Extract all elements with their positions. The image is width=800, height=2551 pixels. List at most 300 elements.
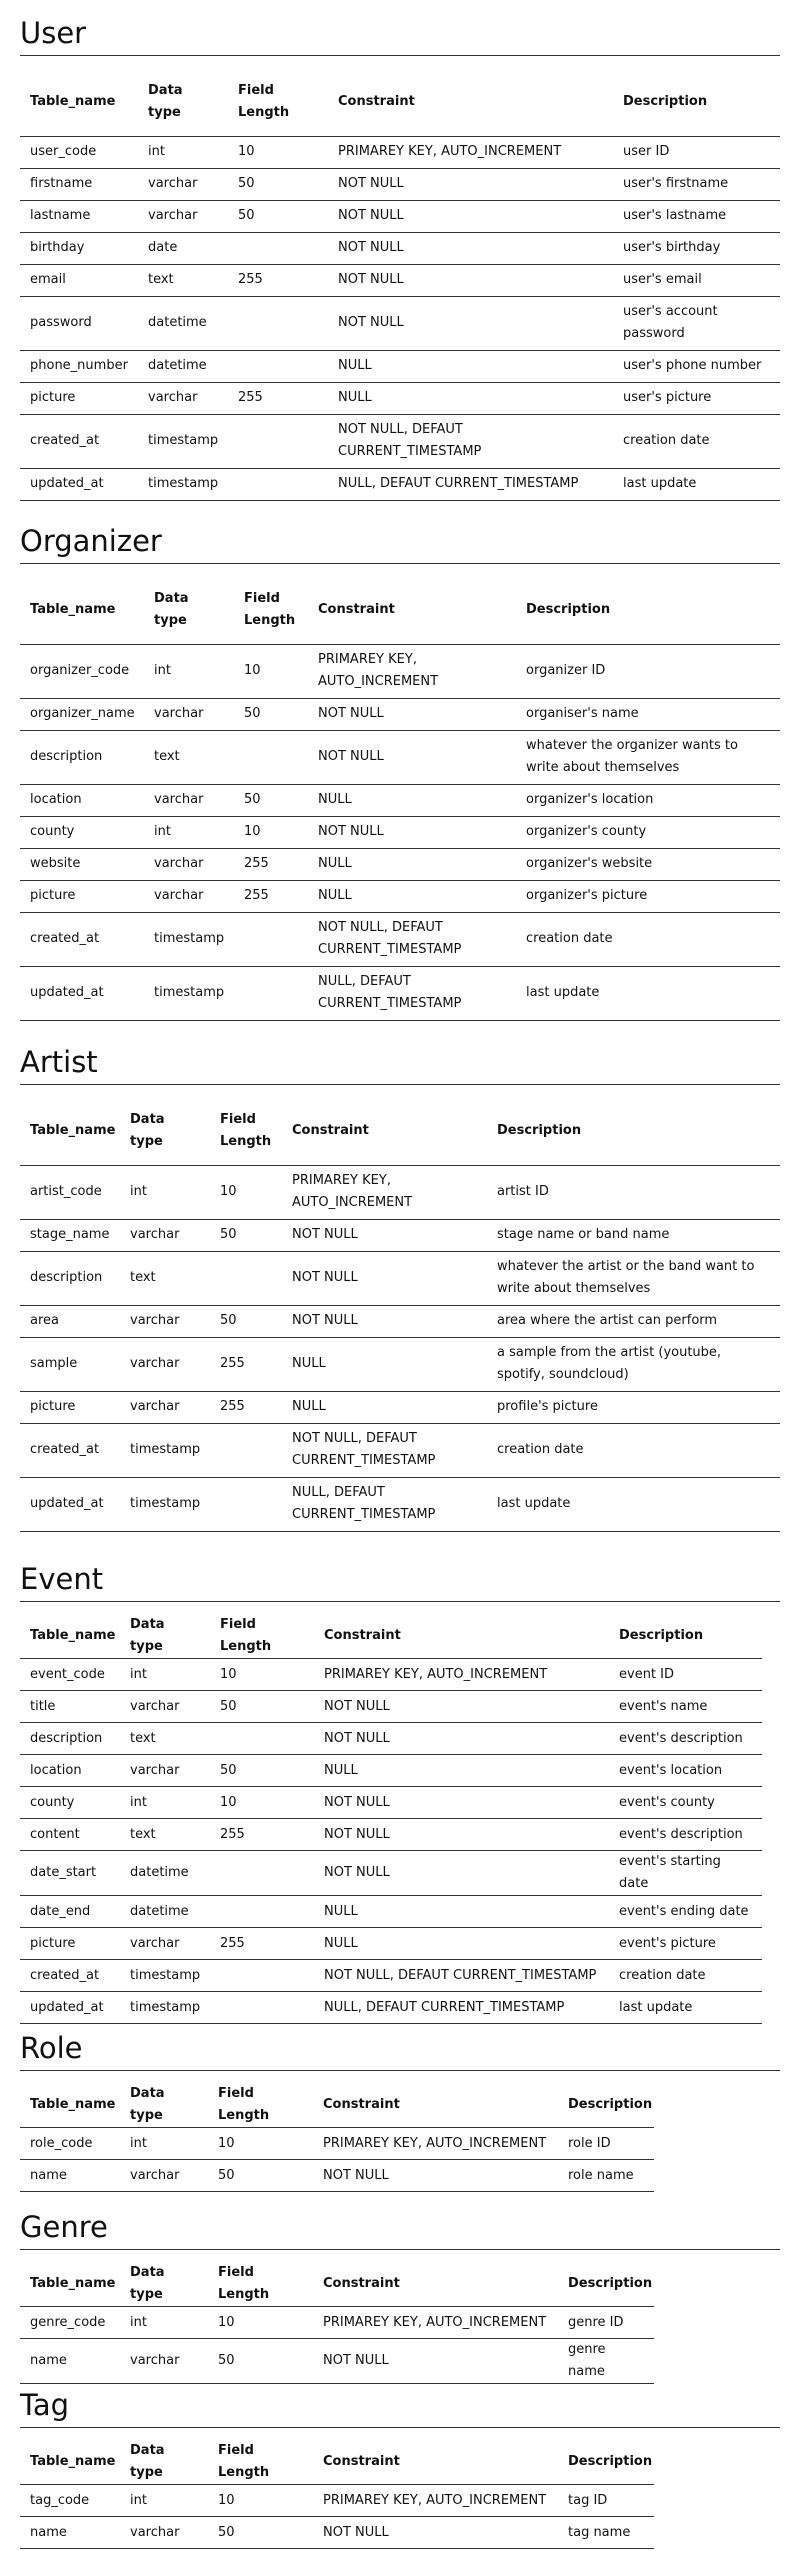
- header-col-data-type: Data type: [120, 1097, 210, 1165]
- col-constraint: NOT NULL: [314, 1723, 609, 1755]
- col-constraint: NOT NULL: [313, 2160, 558, 2192]
- col-description: last update: [613, 468, 780, 500]
- col-data-type: varchar: [144, 880, 234, 912]
- col-description: user's phone number: [613, 350, 780, 382]
- col-data-type: timestamp: [144, 912, 234, 966]
- col-table-name: county: [20, 1787, 120, 1819]
- col-description: genre name: [558, 2339, 654, 2384]
- table-row: [20, 698, 780, 730]
- col-table-name: area: [20, 1305, 120, 1337]
- col-field-length: 50: [208, 2160, 313, 2192]
- event-title: Event: [20, 1561, 780, 1602]
- table-row: [20, 1251, 780, 1305]
- role-section: [20, 2030, 780, 2192]
- col-field-length: [210, 1896, 314, 1928]
- table-row: [20, 1219, 780, 1251]
- col-table-name: county: [20, 816, 144, 848]
- header-col-constraint: Constraint: [313, 2262, 558, 2307]
- genre-table: [20, 2262, 654, 2384]
- col-field-length: 255: [210, 1819, 314, 1851]
- col-constraint: PRIMAREY KEY, AUTO_INCREMENT: [328, 136, 613, 168]
- header-col-description: Description: [558, 2440, 654, 2485]
- col-constraint: NOT NULL, DEFAUT CURRENT_TIMESTAMP: [308, 912, 516, 966]
- col-description: organizer's website: [516, 848, 780, 880]
- col-table-name: stage_name: [20, 1219, 120, 1251]
- genre-title: Genre: [20, 2209, 780, 2250]
- table-row: [20, 1659, 762, 1691]
- col-data-type: datetime: [120, 1896, 210, 1928]
- col-table-name: picture: [20, 1928, 120, 1960]
- col-constraint: NOT NULL: [314, 1851, 609, 1896]
- col-table-name: picture: [20, 382, 138, 414]
- col-data-type: varchar: [120, 1337, 210, 1391]
- col-table-name: updated_at: [20, 966, 144, 1020]
- table-row: [20, 1691, 762, 1723]
- user-table: [20, 68, 780, 501]
- col-constraint: PRIMAREY KEY, AUTO_INCREMENT: [282, 1165, 487, 1219]
- col-description: organizer's picture: [516, 880, 780, 912]
- col-field-length: 50: [210, 1219, 282, 1251]
- col-description: creation date: [613, 414, 780, 468]
- col-description: user ID: [613, 136, 780, 168]
- organizer-table: [20, 576, 780, 1021]
- col-description: role name: [558, 2160, 654, 2192]
- col-constraint: NOT NULL: [328, 296, 613, 350]
- col-data-type: timestamp: [120, 1992, 210, 2024]
- table-row: [20, 1477, 780, 1531]
- table-row: [20, 1391, 780, 1423]
- table-header-row: [20, 1614, 762, 1659]
- col-description: user's account password: [613, 296, 780, 350]
- col-field-length: [210, 1992, 314, 2024]
- header-col-data-type: Data type: [120, 1614, 210, 1659]
- col-field-length: [210, 1477, 282, 1531]
- role-table: [20, 2083, 654, 2192]
- col-table-name: firstname: [20, 168, 138, 200]
- col-field-length: 255: [228, 382, 328, 414]
- artist-section: [20, 1044, 780, 1532]
- col-description: tag name: [558, 2517, 654, 2549]
- col-constraint: NOT NULL: [282, 1305, 487, 1337]
- col-constraint: NOT NULL: [308, 698, 516, 730]
- col-description: last update: [516, 966, 780, 1020]
- col-field-length: [228, 468, 328, 500]
- col-table-name: organizer_code: [20, 644, 144, 698]
- col-description: genre ID: [558, 2307, 654, 2339]
- col-description: event's starting date: [609, 1851, 762, 1896]
- col-description: event ID: [609, 1659, 762, 1691]
- table-row: [20, 1928, 762, 1960]
- col-data-type: timestamp: [120, 1423, 210, 1477]
- table-row: [20, 912, 780, 966]
- col-constraint: NULL: [314, 1896, 609, 1928]
- table-row: [20, 2160, 654, 2192]
- table-row: [20, 1819, 762, 1851]
- col-field-length: 10: [210, 1787, 314, 1819]
- col-table-name: created_at: [20, 1960, 120, 1992]
- table-header-row: [20, 2262, 654, 2307]
- col-field-length: 50: [228, 200, 328, 232]
- col-constraint: NOT NULL: [282, 1251, 487, 1305]
- col-field-length: 255: [228, 264, 328, 296]
- col-constraint: NULL: [308, 848, 516, 880]
- col-data-type: text: [138, 264, 228, 296]
- col-data-type: varchar: [120, 2517, 208, 2549]
- event-section: [20, 1561, 780, 2024]
- col-table-name: password: [20, 296, 138, 350]
- tag-section: [20, 2387, 780, 2549]
- col-data-type: timestamp: [144, 966, 234, 1020]
- col-field-length: [210, 1960, 314, 1992]
- col-description: user's email: [613, 264, 780, 296]
- col-table-name: description: [20, 730, 144, 784]
- col-data-type: int: [120, 2128, 208, 2160]
- role-title: Role: [20, 2030, 780, 2071]
- col-field-length: [210, 1251, 282, 1305]
- col-table-name: updated_at: [20, 1992, 120, 2024]
- col-table-name: updated_at: [20, 468, 138, 500]
- header-col-constraint: Constraint: [313, 2083, 558, 2128]
- col-description: event's description: [609, 1723, 762, 1755]
- header-col-data-type: Data type: [120, 2083, 208, 2128]
- col-constraint: PRIMAREY KEY, AUTO_INCREMENT: [313, 2128, 558, 2160]
- table-row: [20, 1165, 780, 1219]
- col-table-name: description: [20, 1251, 120, 1305]
- col-description: event's location: [609, 1755, 762, 1787]
- col-field-length: [210, 1423, 282, 1477]
- col-description: event's ending date: [609, 1896, 762, 1928]
- table-row: [20, 2307, 654, 2339]
- header-col-field-length: Field Length: [210, 1097, 282, 1165]
- col-data-type: varchar: [120, 1928, 210, 1960]
- col-field-length: 50: [228, 168, 328, 200]
- col-constraint: NULL, DEFAUT CURRENT_TIMESTAMP: [308, 966, 516, 1020]
- col-field-length: [234, 730, 308, 784]
- col-table-name: created_at: [20, 1423, 120, 1477]
- col-data-type: timestamp: [138, 414, 228, 468]
- col-data-type: varchar: [120, 2339, 208, 2384]
- col-field-length: [234, 966, 308, 1020]
- event-table: [20, 1614, 762, 2024]
- col-data-type: int: [144, 816, 234, 848]
- col-field-length: 10: [210, 1165, 282, 1219]
- col-description: organiser's name: [516, 698, 780, 730]
- col-constraint: NULL: [282, 1391, 487, 1423]
- col-table-name: location: [20, 1755, 120, 1787]
- table-row: [20, 382, 780, 414]
- col-data-type: text: [120, 1819, 210, 1851]
- header-col-table-name: Table_name: [20, 68, 138, 136]
- table-header-row: [20, 2440, 654, 2485]
- col-description: organizer's location: [516, 784, 780, 816]
- col-field-length: 50: [210, 1755, 314, 1787]
- col-data-type: int: [120, 1659, 210, 1691]
- col-description: last update: [609, 1992, 762, 2024]
- col-field-length: 255: [234, 848, 308, 880]
- table-row: [20, 1851, 762, 1896]
- col-data-type: varchar: [138, 200, 228, 232]
- table-header-row: [20, 2083, 654, 2128]
- col-constraint: NULL: [308, 784, 516, 816]
- col-table-name: phone_number: [20, 350, 138, 382]
- col-table-name: sample: [20, 1337, 120, 1391]
- col-data-type: datetime: [120, 1851, 210, 1896]
- col-description: tag ID: [558, 2485, 654, 2517]
- col-data-type: int: [120, 1787, 210, 1819]
- table-row: [20, 1896, 762, 1928]
- header-col-table-name: Table_name: [20, 1097, 120, 1165]
- col-table-name: website: [20, 848, 144, 880]
- header-col-description: Description: [558, 2262, 654, 2307]
- col-data-type: varchar: [144, 784, 234, 816]
- col-description: event's name: [609, 1691, 762, 1723]
- col-field-length: 10: [208, 2128, 313, 2160]
- col-table-name: updated_at: [20, 1477, 120, 1531]
- organizer-section: [20, 523, 780, 1021]
- col-constraint: NOT NULL: [328, 232, 613, 264]
- header-col-constraint: Constraint: [282, 1097, 487, 1165]
- header-col-data-type: Data type: [138, 68, 228, 136]
- user-section: [20, 15, 780, 501]
- col-data-type: date: [138, 232, 228, 264]
- col-table-name: organizer_name: [20, 698, 144, 730]
- col-data-type: int: [138, 136, 228, 168]
- header-col-constraint: Constraint: [314, 1614, 609, 1659]
- col-constraint: NULL: [314, 1928, 609, 1960]
- header-col-description: Description: [558, 2083, 654, 2128]
- col-constraint: NOT NULL: [282, 1219, 487, 1251]
- col-field-length: [228, 232, 328, 264]
- table-row: [20, 784, 780, 816]
- col-field-length: [234, 912, 308, 966]
- col-description: whatever the organizer wants to write about themselves: [516, 730, 780, 784]
- table-row: [20, 200, 780, 232]
- col-table-name: artist_code: [20, 1165, 120, 1219]
- col-table-name: tag_code: [20, 2485, 120, 2517]
- col-description: creation date: [609, 1960, 762, 1992]
- col-constraint: PRIMAREY KEY, AUTO_INCREMENT: [313, 2307, 558, 2339]
- header-col-field-length: Field Length: [234, 576, 308, 644]
- col-data-type: int: [144, 644, 234, 698]
- table-row: [20, 1423, 780, 1477]
- col-description: user's birthday: [613, 232, 780, 264]
- col-description: user's firstname: [613, 168, 780, 200]
- col-data-type: varchar: [120, 2160, 208, 2192]
- header-col-table-name: Table_name: [20, 576, 144, 644]
- table-row: [20, 468, 780, 500]
- col-data-type: text: [120, 1723, 210, 1755]
- header-col-table-name: Table_name: [20, 2083, 120, 2128]
- col-field-length: 50: [210, 1691, 314, 1723]
- col-constraint: NOT NULL, DEFAUT CURRENT_TIMESTAMP: [314, 1960, 609, 1992]
- col-data-type: varchar: [144, 848, 234, 880]
- col-constraint: NOT NULL: [328, 168, 613, 200]
- col-table-name: picture: [20, 880, 144, 912]
- col-table-name: description: [20, 1723, 120, 1755]
- tag-table: [20, 2440, 654, 2549]
- col-data-type: int: [120, 1165, 210, 1219]
- table-header-row: [20, 68, 780, 136]
- col-description: creation date: [516, 912, 780, 966]
- col-constraint: NULL: [314, 1755, 609, 1787]
- col-data-type: varchar: [120, 1305, 210, 1337]
- col-constraint: NOT NULL: [313, 2339, 558, 2384]
- col-constraint: PRIMAREY KEY, AUTO_INCREMENT: [313, 2485, 558, 2517]
- col-description: event's description: [609, 1819, 762, 1851]
- col-field-length: 10: [228, 136, 328, 168]
- table-row: [20, 232, 780, 264]
- col-field-length: [210, 1723, 314, 1755]
- genre-section: [20, 2209, 780, 2384]
- header-col-table-name: Table_name: [20, 2440, 120, 2485]
- table-row: [20, 2485, 654, 2517]
- table-row: [20, 1960, 762, 1992]
- col-table-name: user_code: [20, 136, 138, 168]
- col-data-type: timestamp: [138, 468, 228, 500]
- col-constraint: NOT NULL: [313, 2517, 558, 2549]
- col-description: stage name or band name: [487, 1219, 780, 1251]
- col-description: role ID: [558, 2128, 654, 2160]
- table-row: [20, 1787, 762, 1819]
- col-data-type: text: [120, 1251, 210, 1305]
- col-constraint: NOT NULL, DEFAUT CURRENT_TIMESTAMP: [328, 414, 613, 468]
- col-data-type: timestamp: [120, 1960, 210, 1992]
- col-table-name: lastname: [20, 200, 138, 232]
- header-col-field-length: Field Length: [208, 2262, 313, 2307]
- table-row: [20, 730, 780, 784]
- col-data-type: varchar: [120, 1691, 210, 1723]
- col-data-type: varchar: [138, 382, 228, 414]
- col-field-length: 255: [210, 1928, 314, 1960]
- header-col-data-type: Data type: [120, 2262, 208, 2307]
- col-field-length: 50: [208, 2517, 313, 2549]
- col-field-length: [228, 350, 328, 382]
- col-description: user's lastname: [613, 200, 780, 232]
- table-row: [20, 264, 780, 296]
- col-table-name: name: [20, 2517, 120, 2549]
- header-col-description: Description: [487, 1097, 780, 1165]
- col-table-name: content: [20, 1819, 120, 1851]
- col-table-name: created_at: [20, 414, 138, 468]
- col-data-type: int: [120, 2307, 208, 2339]
- header-col-field-length: Field Length: [210, 1614, 314, 1659]
- col-constraint: PRIMAREY KEY, AUTO_INCREMENT: [314, 1659, 609, 1691]
- header-col-description: Description: [613, 68, 780, 136]
- table-row: [20, 2339, 654, 2384]
- table-header-row: [20, 1097, 780, 1165]
- table-row: [20, 644, 780, 698]
- col-description: whatever the artist or the band want to write about themselves: [487, 1251, 780, 1305]
- col-data-type: int: [120, 2485, 208, 2517]
- col-data-type: varchar: [120, 1219, 210, 1251]
- header-col-table-name: Table_name: [20, 2262, 120, 2307]
- col-constraint: NOT NULL: [308, 816, 516, 848]
- col-constraint: NOT NULL: [314, 1787, 609, 1819]
- col-data-type: timestamp: [120, 1477, 210, 1531]
- col-table-name: date_start: [20, 1851, 120, 1896]
- col-data-type: varchar: [144, 698, 234, 730]
- col-field-length: 50: [234, 784, 308, 816]
- table-header-row: [20, 576, 780, 644]
- col-constraint: NOT NULL: [328, 264, 613, 296]
- col-table-name: email: [20, 264, 138, 296]
- col-table-name: birthday: [20, 232, 138, 264]
- col-field-length: 50: [234, 698, 308, 730]
- tag-title: Tag: [20, 2387, 780, 2428]
- col-description: a sample from the artist (youtube, spotify, soundcloud): [487, 1337, 780, 1391]
- col-table-name: genre_code: [20, 2307, 120, 2339]
- col-field-length: 10: [234, 816, 308, 848]
- artist-title: Artist: [20, 1044, 780, 1085]
- col-description: area where the artist can perform: [487, 1305, 780, 1337]
- col-field-length: 10: [208, 2307, 313, 2339]
- table-row: [20, 966, 780, 1020]
- col-description: creation date: [487, 1423, 780, 1477]
- col-constraint: NULL, DEFAUT CURRENT_TIMESTAMP: [314, 1992, 609, 2024]
- header-col-field-length: Field Length: [228, 68, 328, 136]
- col-field-length: [228, 296, 328, 350]
- col-table-name: name: [20, 2339, 120, 2384]
- col-description: user's picture: [613, 382, 780, 414]
- col-field-length: 255: [210, 1391, 282, 1423]
- user-title: User: [20, 15, 780, 56]
- table-row: [20, 296, 780, 350]
- col-constraint: NULL: [328, 382, 613, 414]
- col-field-length: 255: [210, 1337, 282, 1391]
- table-row: [20, 1723, 762, 1755]
- col-data-type: varchar: [120, 1755, 210, 1787]
- header-col-data-type: Data type: [144, 576, 234, 644]
- table-row: [20, 848, 780, 880]
- table-row: [20, 1305, 780, 1337]
- table-row: [20, 350, 780, 382]
- col-constraint: NOT NULL, DEFAUT CURRENT_TIMESTAMP: [282, 1423, 487, 1477]
- col-constraint: NULL, DEFAUT CURRENT_TIMESTAMP: [282, 1477, 487, 1531]
- table-row: [20, 168, 780, 200]
- col-field-length: [210, 1851, 314, 1896]
- col-constraint: NULL: [282, 1337, 487, 1391]
- col-description: event's county: [609, 1787, 762, 1819]
- header-col-constraint: Constraint: [328, 68, 613, 136]
- col-data-type: varchar: [120, 1391, 210, 1423]
- col-description: event's picture: [609, 1928, 762, 1960]
- col-field-length: 50: [210, 1305, 282, 1337]
- col-constraint: NULL: [308, 880, 516, 912]
- col-constraint: NOT NULL: [308, 730, 516, 784]
- organizer-title: Organizer: [20, 523, 780, 564]
- table-row: [20, 1337, 780, 1391]
- col-data-type: varchar: [138, 168, 228, 200]
- col-description: profile's picture: [487, 1391, 780, 1423]
- col-table-name: event_code: [20, 1659, 120, 1691]
- col-constraint: NOT NULL: [328, 200, 613, 232]
- col-table-name: name: [20, 2160, 120, 2192]
- table-row: [20, 816, 780, 848]
- col-field-length: [228, 414, 328, 468]
- header-col-field-length: Field Length: [208, 2440, 313, 2485]
- col-field-length: 10: [234, 644, 308, 698]
- header-col-description: Description: [609, 1614, 762, 1659]
- col-table-name: title: [20, 1691, 120, 1723]
- col-field-length: 255: [234, 880, 308, 912]
- header-col-table-name: Table_name: [20, 1614, 120, 1659]
- header-col-field-length: Field Length: [208, 2083, 313, 2128]
- table-row: [20, 2517, 654, 2549]
- col-description: artist ID: [487, 1165, 780, 1219]
- col-field-length: 50: [208, 2339, 313, 2384]
- col-constraint: NOT NULL: [314, 1691, 609, 1723]
- header-col-data-type: Data type: [120, 2440, 208, 2485]
